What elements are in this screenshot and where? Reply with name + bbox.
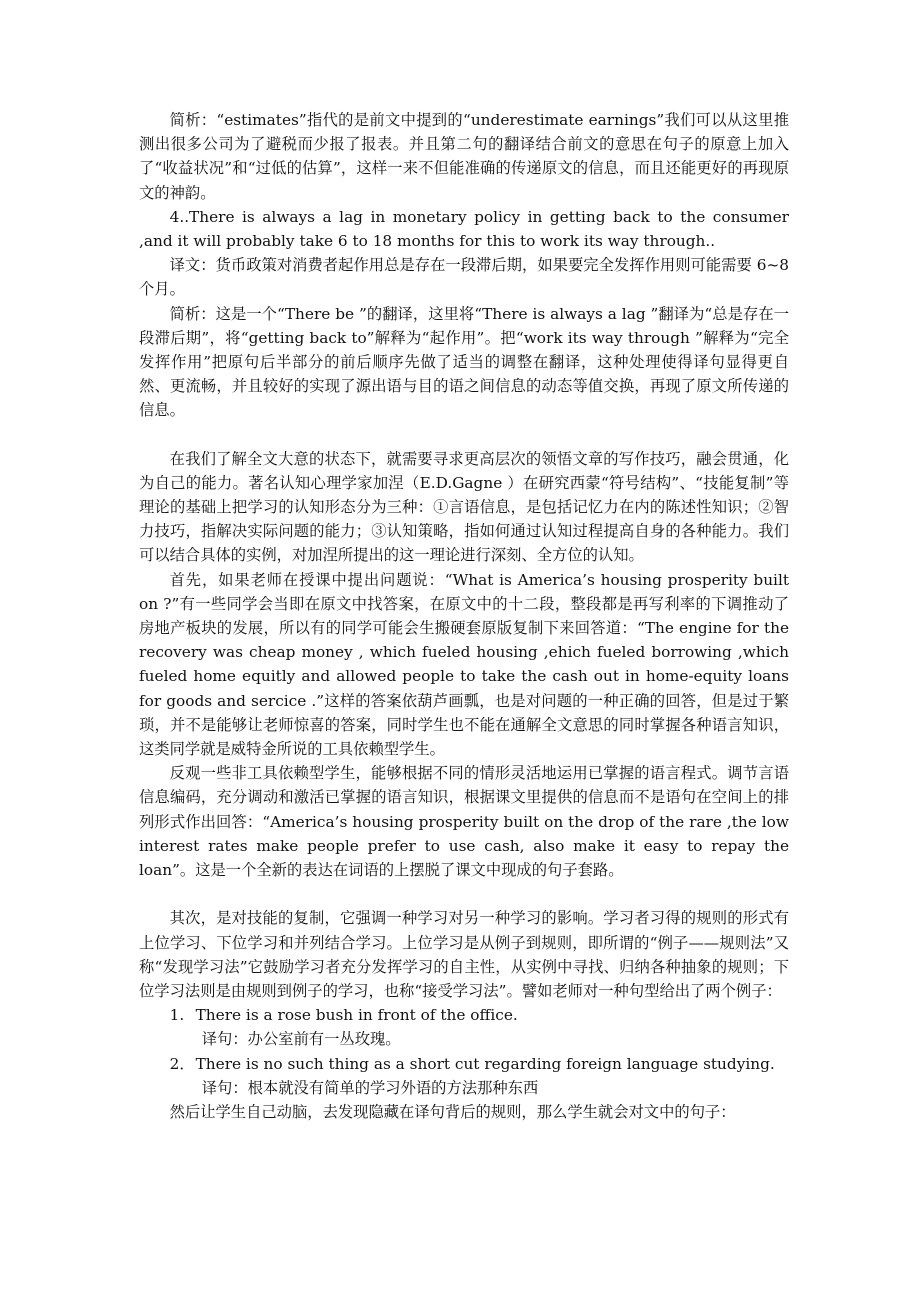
analysis-paragraph-there-be: 简析：这是一个“There be ”的翻译，这里将“There is always a lag ”翻译为“总是存在一段滞后期”，将“getting back to”解释为“起作用”。把“work its way through ”解释为“完全发挥作用”把原句后半部分的前后顺序先做了适当的调整在翻译，这种处理使得译句显得更自然、更流畅，并且较好的实现了源出语与目的语之间信息的动态等值交换，再现了原文所传递的信息。 — [139, 304, 789, 420]
example-sentence-4: 4..There is always a lag in monetary policy in getting back to the consumer ,and it will probably take 6 to 18 months for this to work its way through.. — [139, 207, 789, 251]
first-point-paragraph: 首先，如果老师在授课中提出问题说：“What is America’s housing prosperity built on ?”有一些同学会当即在原文中找答案，在原文中的十二段，整段都是再写利率的下调推动了房地产板块的发展，所以有的同学可能会生搬硬套原版复制下来回答道：“The engine for the recovery was cheap money , which fueled housing ,ehich fueled borrowing ,which fueled home equitly and allowed people to take the cash out in home-equity loans for goods and sercice .”这样的答案依葫芦画瓢，也是对问题的一种正确的回答，但是过于繁琐，并不是能够让老师惊喜的答案，同时学生也不能在通解全文意思的同时掌握各种语言知识，这类同学就是威特金所说的工具依赖型学生。 — [139, 570, 789, 759]
gagne-theory-paragraph: 在我们了解全文大意的状态下，就需要寻求更高层次的领悟文章的写作技巧，融会贯通，化为自己的能力。著名认知心理学家加涅（E.D.Gagne ）在研究西蒙“符号结构”、“技能复制”等理论的基础上把学习的认知形态分为三种：①言语信息，是包括记忆力在内的陈述性知识；②智力技巧，指解决实际问题的能力；③认知策略，指如何通过认知过程提高自身的各种能力。我们可以结合具体的实例，对加涅所提出的这一理论进行深刻、全方位的认知。 — [139, 449, 789, 565]
paragraph-gap — [139, 882, 789, 906]
translation-paragraph: 译文：货币政策对消费者起作用总是存在一段滞后期，如果要完全发挥作用则可能需要 6~8 个月。 — [139, 256, 789, 299]
list-sentence: There is no such thing as a short cut regarding foreign language studying. — [195, 1054, 775, 1073]
second-point-paragraph: 其次，是对技能的复制，它强调一种学习对另一种学习的影响。学习者习得的规则的形式有上位学习、下位学习和并列结合学习。上位学习是从例子到规则，即所谓的“例子——规则法”又称“发现学习法”它鼓励学习者充分发挥学习的自主性，从实例中寻找、归纳各种抽象的规则；下位学习法则是由规则到例子的学习，也称“接受学习法”。譬如老师对一种句型给出了两个例子： — [139, 909, 789, 1000]
list-translation: 译句：根本就没有简单的学习外语的方法那种东西 — [201, 1078, 539, 1097]
list-item — [139, 1052, 789, 1076]
list-number: 1. — [169, 1006, 185, 1025]
document-page — [139, 108, 789, 1124]
list-number: 2． — [169, 1054, 195, 1073]
list-sentence: There is a rose bush in front of the office. — [195, 1006, 518, 1025]
analysis-paragraph-estimates: 简析：“estimates”指代的是前文中提到的“underestimate earnings”我们可以从这里推测出很多公司为了避税而少报了报表。并且第二句的翻译结合前文的意思在句子的原意上加入了“收益状况”和“过低的估算”，这样一来不但能准确的传递原文的信息，而且还能更好的再现原文的神韵。 — [139, 111, 789, 202]
list-item — [139, 1003, 789, 1027]
conclusion-paragraph: 然后让学生自己动脑，去发现隐藏在译句背后的规则，那么学生就会对文中的句子： — [169, 1102, 736, 1121]
list-translation: 译句：办公室前有一丛玫瑰。 — [201, 1030, 401, 1049]
non-tool-dependent-paragraph: 反观一些非工具依赖型学生，能够根据不同的情形灵活地运用已掌握的语言程式。调节言语信息编码，充分调动和激活已掌握的语言知识，根据课文里提供的信息而不是语句在空间上的排列形式作出回答：“America’s housing prosperity built on the drop of the rare ,the low interest rates make people prefer to use cash, also make it easy to repay the loan”。这是一个全新的表达在词语的上摆脱了课文中现成的句子套路。 — [139, 764, 789, 880]
paragraph-gap — [139, 423, 789, 447]
